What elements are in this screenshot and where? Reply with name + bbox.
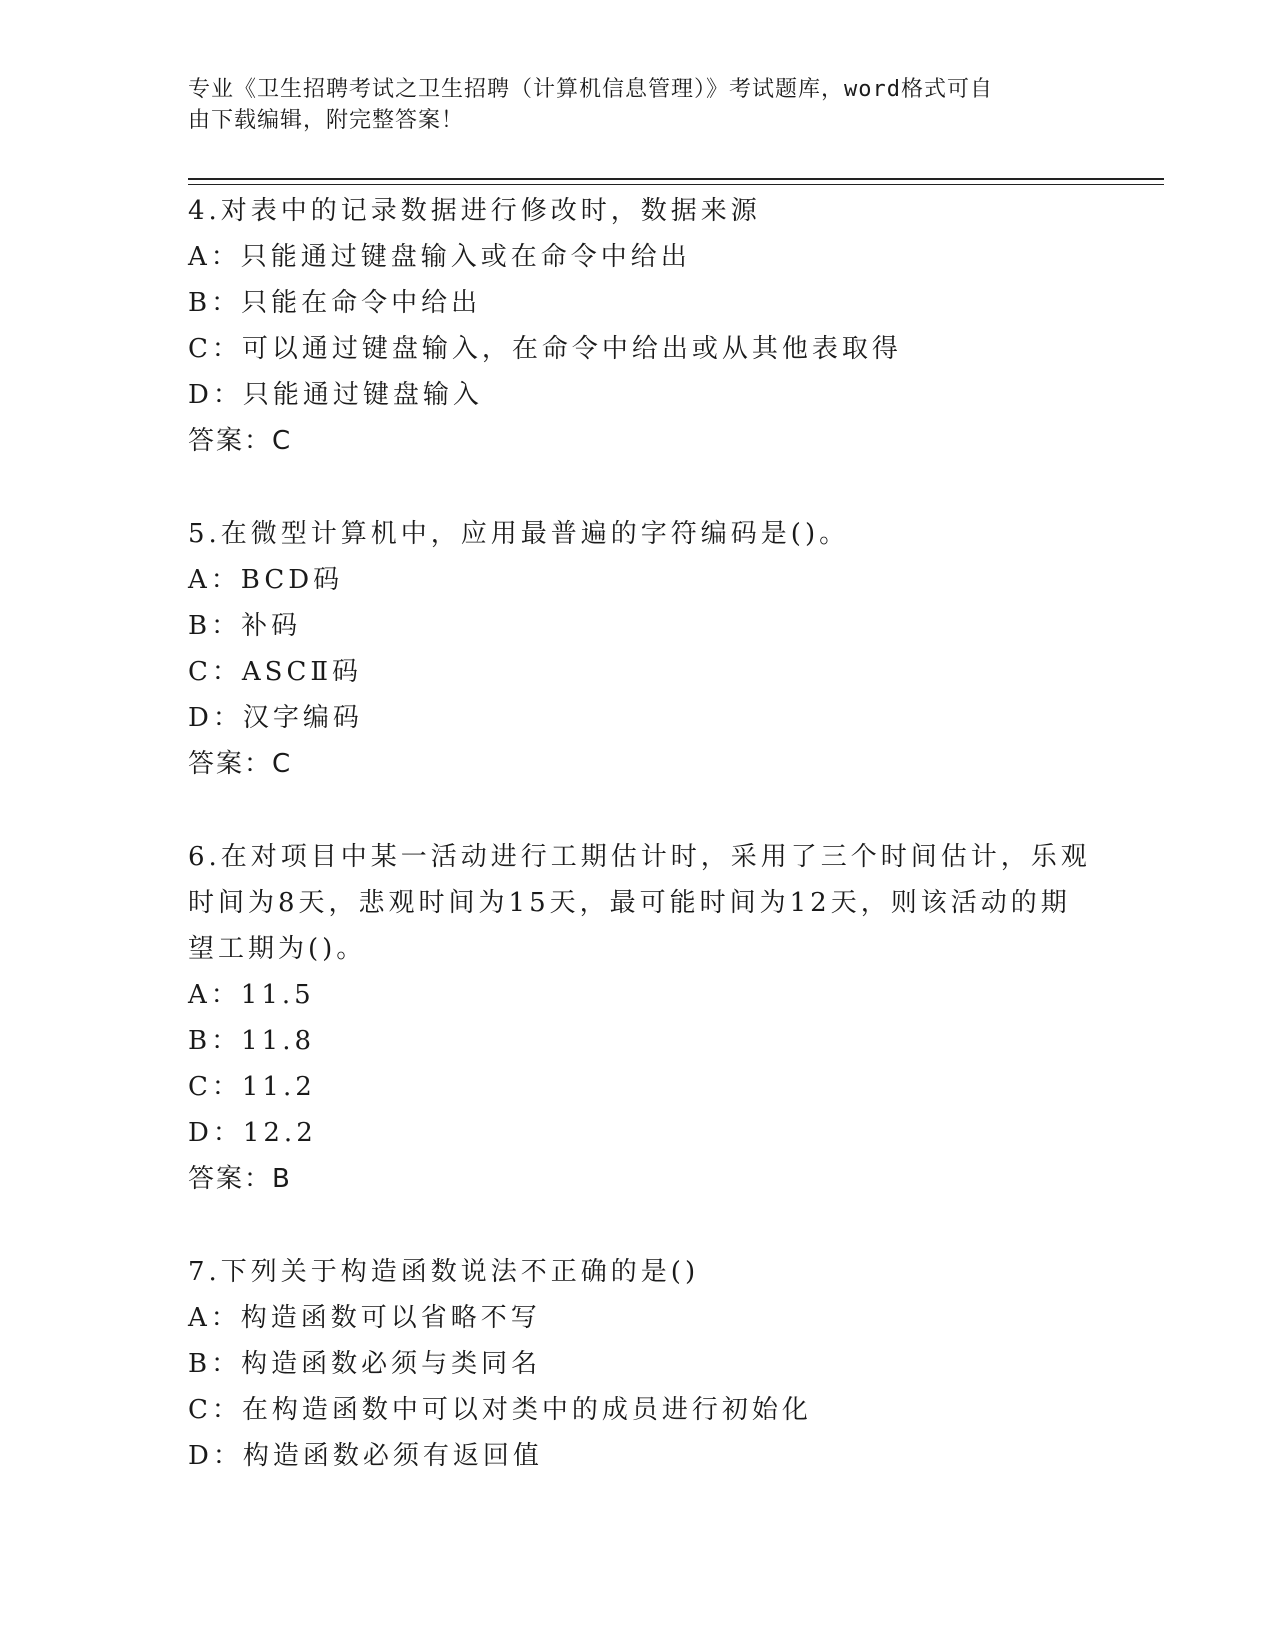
question-list xyxy=(188,188,1091,1526)
question-stem: 5.在微型计算机中，应用最普遍的字符编码是()。 xyxy=(188,519,850,549)
answer: 答案：B xyxy=(188,1164,292,1194)
option-a: A：11.5 xyxy=(188,980,315,1010)
option-a: A：构造函数可以省略不写 xyxy=(188,1303,541,1333)
document-header xyxy=(188,74,1068,136)
option-d: D：汉字编码 xyxy=(188,703,363,733)
option-d: D：只能通过键盘输入 xyxy=(188,380,483,410)
option-c: C：在构造函数中可以对类中的成员进行初始化 xyxy=(188,1395,812,1425)
option-d: D：构造函数必须有返回值 xyxy=(188,1441,543,1471)
option-a: A：BCD码 xyxy=(188,565,344,595)
question-stem: 7.下列关于构造函数说法不正确的是() xyxy=(188,1257,700,1287)
question-7 xyxy=(188,1249,1078,1479)
answer: 答案：C xyxy=(188,749,293,779)
answer: 答案：C xyxy=(188,426,293,456)
option-c: C：11.2 xyxy=(188,1072,316,1102)
header-line-1: 专业《卫生招聘考试之卫生招聘（计算机信息管理）》考试题库，word格式可自 xyxy=(188,77,993,102)
header-line-2: 由下载编辑，附完整答案！ xyxy=(188,108,465,133)
header-divider-thin xyxy=(188,184,1164,185)
option-c: C：可以通过键盘输入，在命令中给出或从其他表取得 xyxy=(188,334,902,364)
question-6 xyxy=(188,834,1091,1202)
option-b: B：11.8 xyxy=(188,1026,315,1056)
question-stem-line-2: 时间为8天，悲观时间为15天，最可能时间为12天，则该活动的期 xyxy=(188,888,1071,918)
option-a: A：只能通过键盘输入或在命令中给出 xyxy=(188,242,691,272)
option-b: B：只能在命令中给出 xyxy=(188,288,482,318)
question-stem-line-1: 6.在对项目中某一活动进行工期估计时，采用了三个时间估计，乐观 xyxy=(188,842,1091,872)
option-c: C：ASCⅡ码 xyxy=(188,657,363,687)
question-4 xyxy=(188,188,1078,464)
question-stem-line-3: 望工期为()。 xyxy=(188,934,367,964)
option-d: D：12.2 xyxy=(188,1118,317,1148)
question-5 xyxy=(188,511,1078,787)
question-stem: 4.对表中的记录数据进行修改时，数据来源 xyxy=(188,196,761,226)
header-divider-thick xyxy=(188,178,1164,180)
option-b: B：构造函数必须与类同名 xyxy=(188,1349,542,1379)
option-b: B：补码 xyxy=(188,611,302,641)
